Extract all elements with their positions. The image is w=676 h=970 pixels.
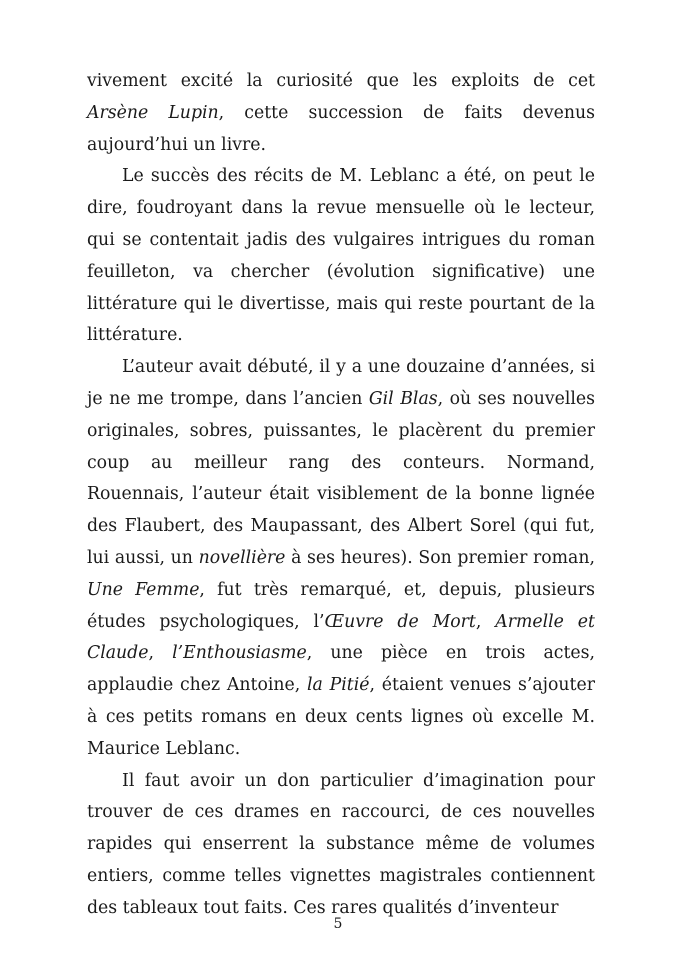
italic-text: Armelle et Claude (87, 611, 595, 664)
italic-text: Arsène Lupin (87, 102, 219, 123)
paragraph (87, 766, 595, 925)
text-run: Il faut avoir un don particulier d’imagination pour trouver de ces drames en raccourci, de ces nouvelles rapides qui enserrent la substance même de volumes entiers, comme telles vignettes magistrales contiennent des tableaux tout faits. Ces rares qualités d’inventeur (87, 770, 595, 918)
text-run: , (148, 643, 173, 664)
text-run: , cette succession de faits devenus aujourd’hui un livre. (87, 102, 595, 155)
text-run: , où ses nouvelles originales, sobres, puissantes, le placèrent du premier coup au meilleur rang des conteurs. Normand, Rouennais, l’auteur était visiblement de la bonne lignée des Flaubert, des Maupassant, des Albert Sorel (qui fut, lui aussi, un (87, 388, 595, 568)
text-run: , une pièce en trois actes, applaudie chez Antoine, (87, 643, 595, 696)
italic-text: Une Femme (87, 579, 200, 600)
italic-text: Œuvre de Mort (324, 611, 476, 632)
text-run: Le succès des récits de M. Leblanc a été, on peut le dire, foudroyant dans la revue mensuelle où le lecteur, qui se contentait jadis des vulgaires intrigues du roman feuilleton, va chercher (évolution significative) une littérature qui le divertisse, mais qui reste pourtant de la littérature. (87, 166, 595, 346)
page-number: 5 (333, 916, 343, 932)
text-run: , étaient venues s’ajouter à ces petits romans en deux cents lignes où excelle M. Maurice Leblanc. (87, 675, 595, 759)
text-run: vivement excité la curiosité que les exploits de cet (87, 71, 595, 91)
text-run: à ses heures). Son premier roman, (285, 547, 595, 568)
italic-text: Gil Blas (368, 388, 438, 409)
italic-text: novellière (198, 547, 286, 568)
text-run: L’auteur avait débuté, il y a une douzaine d’années, si je ne me trompe, dans l’ancien (87, 357, 595, 409)
text-run: , fut très remarqué, et, depuis, plusieurs études psychologiques, l’ (87, 579, 595, 632)
paragraph (87, 161, 595, 352)
paragraph (87, 352, 595, 765)
italic-text: l’Enthousiasme (172, 643, 307, 664)
italic-text: la Pitié (307, 675, 370, 696)
body-text (87, 66, 595, 925)
text-run: , (475, 611, 496, 632)
paragraph (87, 66, 595, 161)
